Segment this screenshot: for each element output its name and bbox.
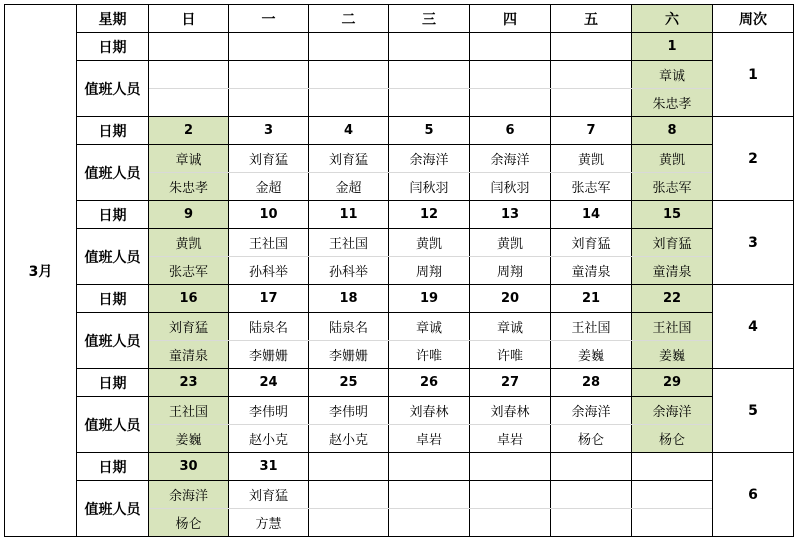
duty-schedule-table bbox=[4, 4, 794, 537]
date-cell[interactable] bbox=[229, 33, 309, 61]
staff-name-cell[interactable]: 刘育猛 bbox=[632, 229, 713, 257]
staff-name-cell[interactable] bbox=[149, 89, 229, 117]
date-cell[interactable] bbox=[551, 33, 632, 61]
staff-name-cell[interactable]: 黄凯 bbox=[149, 229, 229, 257]
date-cell[interactable]: 23 bbox=[149, 369, 229, 397]
date-cell[interactable]: 15 bbox=[632, 201, 713, 229]
date-cell[interactable]: 26 bbox=[389, 369, 470, 397]
staff-name-cell[interactable]: 李姗姗 bbox=[309, 341, 389, 369]
staff-name-cell[interactable]: 余海洋 bbox=[470, 145, 551, 173]
date-cell[interactable]: 9 bbox=[149, 201, 229, 229]
staff-name-cell[interactable] bbox=[389, 509, 470, 537]
staff-name-cell[interactable]: 杨仑 bbox=[551, 425, 632, 453]
date-cell[interactable]: 29 bbox=[632, 369, 713, 397]
staff-name-cell[interactable] bbox=[309, 61, 389, 89]
date-cell[interactable]: 11 bbox=[309, 201, 389, 229]
staff-row bbox=[5, 145, 794, 173]
staff-label-cell[interactable]: 值班人员 bbox=[77, 61, 149, 117]
staff-name-cell[interactable]: 刘春林 bbox=[389, 397, 470, 425]
staff-name-cell[interactable]: 刘育猛 bbox=[229, 481, 309, 509]
week-number-cell[interactable]: 4 bbox=[713, 285, 794, 369]
staff-row bbox=[5, 229, 794, 257]
staff-label-cell[interactable]: 值班人员 bbox=[77, 145, 149, 201]
staff-name-cell[interactable]: 黄凯 bbox=[551, 145, 632, 173]
date-label-cell[interactable]: 日期 bbox=[77, 117, 149, 145]
weekday-header-cell[interactable]: 星期 bbox=[77, 5, 149, 33]
date-cell[interactable] bbox=[309, 33, 389, 61]
staff-name-cell[interactable]: 章诚 bbox=[470, 313, 551, 341]
staff-name-cell[interactable]: 章诚 bbox=[149, 145, 229, 173]
week-number-header-cell[interactable]: 周次 bbox=[713, 5, 794, 33]
staff-name-cell[interactable] bbox=[309, 509, 389, 537]
staff-name-cell[interactable]: 童清泉 bbox=[632, 257, 713, 285]
staff-name-cell[interactable]: 方慧 bbox=[229, 509, 309, 537]
date-cell[interactable]: 25 bbox=[309, 369, 389, 397]
date-cell[interactable]: 4 bbox=[309, 117, 389, 145]
date-cell[interactable]: 28 bbox=[551, 369, 632, 397]
day-header-thu[interactable]: 四 bbox=[470, 5, 551, 33]
staff-row bbox=[5, 397, 794, 425]
staff-name-cell[interactable] bbox=[149, 61, 229, 89]
date-label-cell[interactable]: 日期 bbox=[77, 201, 149, 229]
staff-name-cell[interactable]: 刘育猛 bbox=[551, 229, 632, 257]
staff-name-cell[interactable]: 刘育猛 bbox=[149, 313, 229, 341]
staff-name-cell[interactable]: 杨仑 bbox=[632, 425, 713, 453]
staff-name-cell[interactable] bbox=[632, 481, 713, 509]
staff-name-cell[interactable]: 朱忠孝 bbox=[632, 89, 713, 117]
date-cell[interactable]: 18 bbox=[309, 285, 389, 313]
staff-name-cell[interactable]: 王社国 bbox=[229, 229, 309, 257]
month-cell[interactable]: 3月 bbox=[5, 5, 77, 537]
staff-name-cell[interactable]: 赵小克 bbox=[229, 425, 309, 453]
date-cell[interactable] bbox=[470, 33, 551, 61]
date-cell[interactable]: 8 bbox=[632, 117, 713, 145]
date-cell[interactable]: 30 bbox=[149, 453, 229, 481]
staff-name-cell[interactable]: 许唯 bbox=[389, 341, 470, 369]
staff-name-cell[interactable]: 余海洋 bbox=[551, 397, 632, 425]
date-row bbox=[5, 369, 794, 397]
staff-name-cell[interactable]: 陆泉名 bbox=[229, 313, 309, 341]
staff-name-cell[interactable]: 李姗姗 bbox=[229, 341, 309, 369]
staff-name-cell[interactable]: 张志军 bbox=[632, 173, 713, 201]
date-row bbox=[5, 33, 794, 61]
staff-name-cell[interactable]: 王社国 bbox=[149, 397, 229, 425]
staff-name-cell[interactable]: 孙科举 bbox=[229, 257, 309, 285]
staff-label-cell[interactable]: 值班人员 bbox=[77, 481, 149, 537]
staff-name-cell[interactable]: 余海洋 bbox=[389, 145, 470, 173]
date-cell[interactable]: 22 bbox=[632, 285, 713, 313]
date-cell[interactable]: 2 bbox=[149, 117, 229, 145]
staff-name-cell[interactable] bbox=[229, 89, 309, 117]
staff-name-cell[interactable]: 闫秋羽 bbox=[389, 173, 470, 201]
staff-name-cell[interactable] bbox=[309, 481, 389, 509]
staff-name-cell[interactable]: 李伟明 bbox=[309, 397, 389, 425]
week-number-cell[interactable]: 6 bbox=[713, 453, 794, 537]
staff-row bbox=[5, 313, 794, 341]
date-cell[interactable] bbox=[389, 453, 470, 481]
staff-name-cell[interactable] bbox=[551, 509, 632, 537]
staff-label-cell[interactable]: 值班人员 bbox=[77, 229, 149, 285]
date-cell[interactable] bbox=[632, 453, 713, 481]
staff-name-cell[interactable]: 姜巍 bbox=[149, 425, 229, 453]
week-number-cell[interactable]: 1 bbox=[713, 33, 794, 117]
date-cell[interactable]: 27 bbox=[470, 369, 551, 397]
date-cell[interactable] bbox=[551, 453, 632, 481]
date-cell[interactable] bbox=[149, 33, 229, 61]
staff-name-cell[interactable] bbox=[389, 89, 470, 117]
staff-name-cell[interactable]: 王社国 bbox=[551, 313, 632, 341]
staff-name-cell[interactable]: 陆泉名 bbox=[309, 313, 389, 341]
staff-label-cell[interactable]: 值班人员 bbox=[77, 397, 149, 453]
date-cell[interactable]: 21 bbox=[551, 285, 632, 313]
staff-row bbox=[5, 61, 794, 89]
staff-name-cell[interactable]: 金超 bbox=[309, 173, 389, 201]
date-cell[interactable]: 6 bbox=[470, 117, 551, 145]
date-cell[interactable]: 17 bbox=[229, 285, 309, 313]
staff-name-cell[interactable]: 张志军 bbox=[149, 257, 229, 285]
staff-name-cell[interactable] bbox=[551, 481, 632, 509]
staff-name-cell[interactable] bbox=[389, 481, 470, 509]
day-header-tue[interactable]: 二 bbox=[309, 5, 389, 33]
date-cell[interactable]: 13 bbox=[470, 201, 551, 229]
staff-name-cell[interactable] bbox=[309, 89, 389, 117]
staff-label-cell[interactable]: 值班人员 bbox=[77, 313, 149, 369]
staff-name-cell[interactable]: 刘春林 bbox=[470, 397, 551, 425]
staff-name-cell[interactable]: 孙科举 bbox=[309, 257, 389, 285]
staff-name-cell[interactable]: 姜巍 bbox=[551, 341, 632, 369]
staff-name-cell[interactable] bbox=[470, 61, 551, 89]
staff-name-cell[interactable] bbox=[632, 509, 713, 537]
staff-name-cell[interactable]: 杨仑 bbox=[149, 509, 229, 537]
staff-name-cell[interactable]: 章诚 bbox=[632, 61, 713, 89]
date-label-cell[interactable]: 日期 bbox=[77, 33, 149, 61]
staff-name-cell[interactable] bbox=[389, 61, 470, 89]
staff-name-cell[interactable]: 黄凯 bbox=[389, 229, 470, 257]
staff-name-cell[interactable]: 童清泉 bbox=[551, 257, 632, 285]
date-cell[interactable]: 19 bbox=[389, 285, 470, 313]
header-row bbox=[5, 5, 794, 33]
staff-name-cell[interactable] bbox=[551, 89, 632, 117]
staff-name-cell[interactable]: 卓岩 bbox=[389, 425, 470, 453]
day-header-sat[interactable]: 六 bbox=[632, 5, 713, 33]
week-number-cell[interactable]: 2 bbox=[713, 117, 794, 201]
date-cell[interactable]: 5 bbox=[389, 117, 470, 145]
date-cell[interactable]: 10 bbox=[229, 201, 309, 229]
date-label-cell[interactable]: 日期 bbox=[77, 369, 149, 397]
staff-name-cell[interactable] bbox=[229, 61, 309, 89]
date-cell[interactable] bbox=[309, 453, 389, 481]
staff-name-cell[interactable] bbox=[470, 89, 551, 117]
date-cell[interactable]: 14 bbox=[551, 201, 632, 229]
staff-name-cell[interactable]: 余海洋 bbox=[149, 481, 229, 509]
staff-name-cell[interactable] bbox=[470, 481, 551, 509]
staff-name-cell[interactable]: 李伟明 bbox=[229, 397, 309, 425]
staff-name-cell[interactable]: 姜巍 bbox=[632, 341, 713, 369]
staff-name-cell[interactable] bbox=[470, 509, 551, 537]
day-header-wed[interactable]: 三 bbox=[389, 5, 470, 33]
staff-row bbox=[5, 481, 794, 509]
staff-name-cell[interactable]: 王社国 bbox=[309, 229, 389, 257]
day-header-mon[interactable]: 一 bbox=[229, 5, 309, 33]
week-number-cell[interactable]: 5 bbox=[713, 369, 794, 453]
day-header-fri[interactable]: 五 bbox=[551, 5, 632, 33]
date-cell[interactable]: 24 bbox=[229, 369, 309, 397]
date-row bbox=[5, 285, 794, 313]
staff-name-cell[interactable]: 朱忠孝 bbox=[149, 173, 229, 201]
date-label-cell[interactable]: 日期 bbox=[77, 453, 149, 481]
staff-name-cell[interactable]: 周翔 bbox=[470, 257, 551, 285]
date-row bbox=[5, 453, 794, 481]
day-header-sun[interactable]: 日 bbox=[149, 5, 229, 33]
duty-schedule-sheet bbox=[4, 4, 794, 537]
staff-name-cell[interactable]: 余海洋 bbox=[632, 397, 713, 425]
date-cell[interactable]: 7 bbox=[551, 117, 632, 145]
staff-name-cell[interactable]: 闫秋羽 bbox=[470, 173, 551, 201]
staff-name-cell[interactable]: 黄凯 bbox=[470, 229, 551, 257]
staff-name-cell[interactable]: 周翔 bbox=[389, 257, 470, 285]
date-row bbox=[5, 117, 794, 145]
week-number-cell[interactable]: 3 bbox=[713, 201, 794, 285]
date-cell[interactable]: 3 bbox=[229, 117, 309, 145]
staff-name-cell[interactable]: 金超 bbox=[229, 173, 309, 201]
date-cell[interactable]: 31 bbox=[229, 453, 309, 481]
staff-name-cell[interactable]: 许唯 bbox=[470, 341, 551, 369]
date-cell[interactable]: 12 bbox=[389, 201, 470, 229]
staff-name-cell[interactable]: 黄凯 bbox=[632, 145, 713, 173]
date-label-cell[interactable]: 日期 bbox=[77, 285, 149, 313]
staff-name-cell[interactable]: 章诚 bbox=[389, 313, 470, 341]
staff-name-cell[interactable] bbox=[551, 61, 632, 89]
staff-name-cell[interactable]: 王社国 bbox=[632, 313, 713, 341]
date-cell[interactable]: 1 bbox=[632, 33, 713, 61]
staff-name-cell[interactable]: 刘育猛 bbox=[309, 145, 389, 173]
staff-name-cell[interactable]: 卓岩 bbox=[470, 425, 551, 453]
date-cell[interactable] bbox=[470, 453, 551, 481]
staff-name-cell[interactable]: 童清泉 bbox=[149, 341, 229, 369]
staff-name-cell[interactable]: 刘育猛 bbox=[229, 145, 309, 173]
staff-name-cell[interactable]: 赵小克 bbox=[309, 425, 389, 453]
date-cell[interactable]: 20 bbox=[470, 285, 551, 313]
date-cell[interactable] bbox=[389, 33, 470, 61]
date-cell[interactable]: 16 bbox=[149, 285, 229, 313]
staff-name-cell[interactable]: 张志军 bbox=[551, 173, 632, 201]
date-row bbox=[5, 201, 794, 229]
